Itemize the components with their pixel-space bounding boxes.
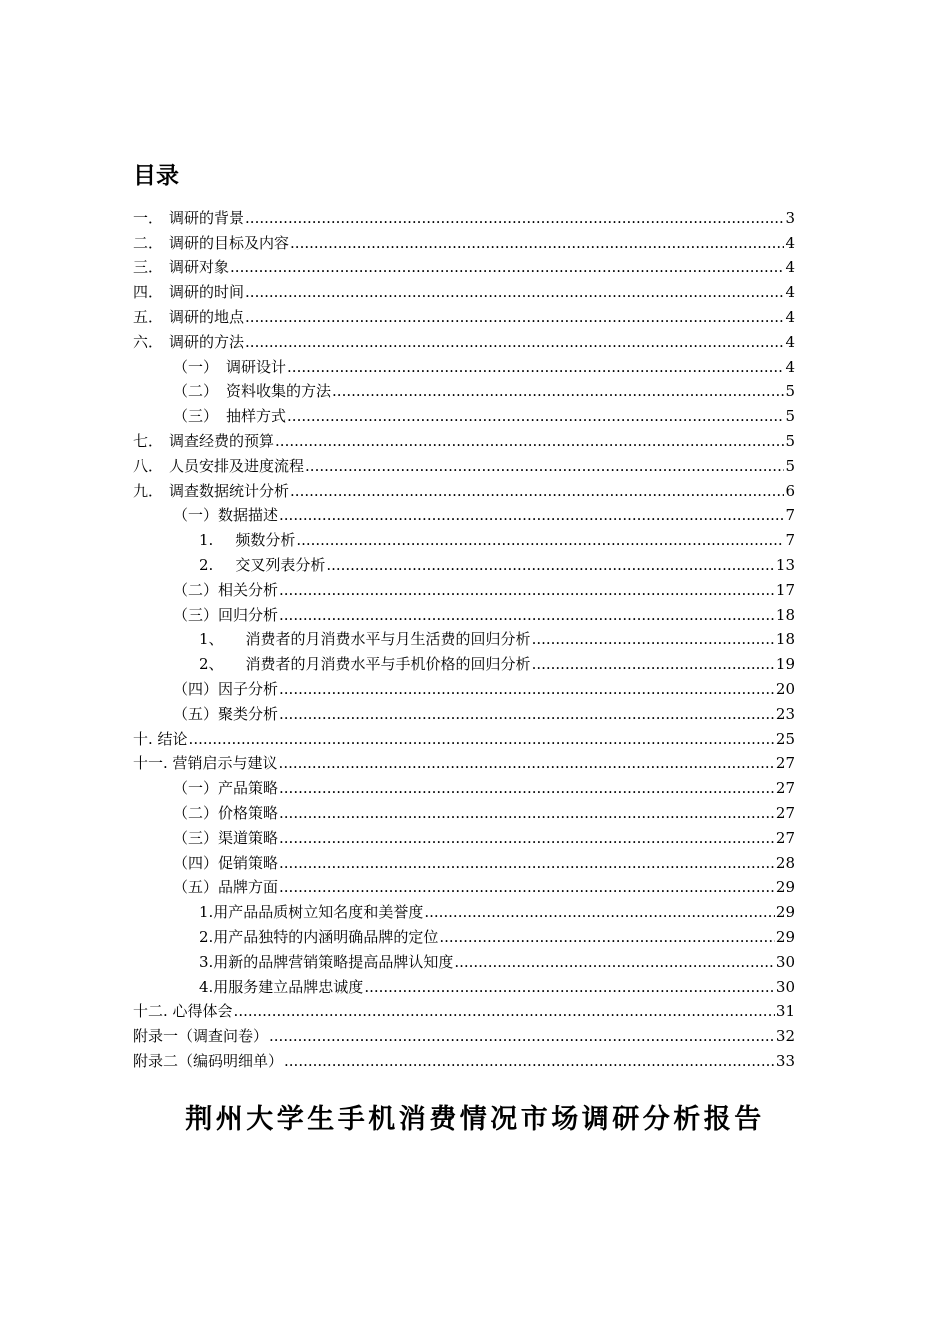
toc-entry[interactable] xyxy=(133,1020,795,1045)
toc-dot-leader xyxy=(279,680,775,698)
toc-entry[interactable] xyxy=(133,599,795,624)
toc-entry-page: 17 xyxy=(775,580,795,599)
toc-entry-number: （二） xyxy=(173,382,219,401)
toc-entry[interactable] xyxy=(133,772,795,797)
toc-dot-leader xyxy=(279,829,775,847)
toc-entry[interactable] xyxy=(133,624,795,649)
toc-entry[interactable] xyxy=(133,896,795,921)
toc-dot-leader xyxy=(296,531,784,549)
toc-dot-leader xyxy=(279,878,775,896)
toc-dot-leader xyxy=(279,606,775,624)
toc-entry-page: 19 xyxy=(775,655,795,674)
toc-entry-page: 32 xyxy=(775,1027,795,1046)
toc-entry-label: 十一. 营销启示与建议 xyxy=(133,754,278,773)
toc-entry-label: 调研的时间 xyxy=(169,283,245,302)
toc-entry-page: 7 xyxy=(785,531,795,550)
toc-entry[interactable] xyxy=(133,946,795,971)
toc-entry[interactable] xyxy=(133,698,795,723)
toc-entry[interactable] xyxy=(133,227,795,252)
toc-entry-label: （五）聚类分析 xyxy=(173,704,279,723)
toc-entry[interactable] xyxy=(133,574,795,599)
toc-entry[interactable] xyxy=(133,1045,795,1070)
toc-entry-label: 十. 结论 xyxy=(133,729,188,748)
toc-dot-leader xyxy=(287,407,784,425)
toc-entry-number: 七． xyxy=(133,431,164,450)
toc-entry-number: 2. xyxy=(199,555,214,574)
toc-entry-page: 4 xyxy=(785,258,795,277)
toc-dot-leader xyxy=(245,333,784,351)
toc-dot-leader xyxy=(326,556,775,574)
toc-dot-leader xyxy=(290,234,784,252)
toc-entry[interactable] xyxy=(133,797,795,822)
toc-entry[interactable] xyxy=(133,748,795,773)
toc-dot-leader xyxy=(439,928,775,946)
toc-entry-number: 六． xyxy=(133,332,164,351)
toc-entry-page: 27 xyxy=(775,754,795,773)
toc-entry-label: 调研的目标及内容 xyxy=(169,233,290,252)
toc-entry[interactable] xyxy=(133,376,795,401)
toc-entry-label: 调研设计 xyxy=(226,357,287,376)
toc-entry[interactable] xyxy=(133,549,795,574)
toc-entry-number: 2、 xyxy=(199,655,224,674)
report-title: 荆州大学生手机消费情况市场调研分析报告 xyxy=(185,1104,765,1135)
toc-entry-page: 25 xyxy=(775,729,795,748)
toc-entry-number: 1、 xyxy=(199,630,224,649)
toc-entry-number: （一） xyxy=(173,357,219,376)
toc-entry-number: 四． xyxy=(133,283,164,302)
toc-entry[interactable] xyxy=(133,301,795,326)
toc-entry-label: 十二. 心得体会 xyxy=(133,1002,233,1021)
toc-entry-number: 三． xyxy=(133,258,164,277)
toc-dot-leader xyxy=(532,630,775,648)
toc-entry-label: （四）促销策略 xyxy=(173,853,279,872)
toc-entry-label: （四）因子分析 xyxy=(173,679,279,698)
toc-entry[interactable] xyxy=(133,351,795,376)
toc-entry-label: 调研的地点 xyxy=(169,307,245,326)
toc-dot-leader xyxy=(269,1027,775,1045)
toc-entry-page: 5 xyxy=(785,382,795,401)
toc-entry-page: 27 xyxy=(775,779,795,798)
toc-dot-leader xyxy=(234,1002,775,1020)
toc-dot-leader xyxy=(279,779,775,797)
toc-dot-leader xyxy=(532,655,775,673)
toc-entry-page: 28 xyxy=(775,853,795,872)
toc-entry-number: 五． xyxy=(133,307,164,326)
toc-dot-leader xyxy=(279,804,775,822)
toc-entry[interactable] xyxy=(133,400,795,425)
toc-entry[interactable] xyxy=(133,648,795,673)
toc-dot-leader xyxy=(279,754,775,772)
toc-dot-leader xyxy=(279,705,775,723)
toc-entry[interactable] xyxy=(133,971,795,996)
toc-entry-page: 31 xyxy=(775,1002,795,1021)
toc-entry-page: 33 xyxy=(775,1051,795,1070)
toc-dot-leader xyxy=(364,978,775,996)
toc-dot-leader xyxy=(245,308,784,326)
toc-entry-label: （二）相关分析 xyxy=(173,580,279,599)
toc-dot-leader xyxy=(245,209,784,227)
toc-dot-leader xyxy=(279,854,775,872)
toc-entry[interactable] xyxy=(133,326,795,351)
toc-entry-label: （一）数据描述 xyxy=(173,506,279,525)
toc-entry[interactable] xyxy=(133,872,795,897)
toc-entry-number: 二． xyxy=(133,233,164,252)
toc-entry-number: 1. xyxy=(199,531,214,550)
toc-entry-label: 附录一（调查问卷） xyxy=(133,1027,269,1046)
toc-dot-leader xyxy=(290,482,784,500)
toc-entry-page: 6 xyxy=(785,481,795,500)
toc-entry-page: 18 xyxy=(775,630,795,649)
toc-entry-number: 八． xyxy=(133,456,164,475)
toc-entry-number: （三） xyxy=(173,407,219,426)
toc-entry-page: 3 xyxy=(785,208,795,227)
toc-dot-leader xyxy=(287,358,784,376)
toc-entry-page: 20 xyxy=(775,679,795,698)
toc-entry-page: 18 xyxy=(775,605,795,624)
toc-entry-page: 5 xyxy=(785,407,795,426)
toc-entry-label: 交叉列表分析 xyxy=(235,555,326,574)
toc-entry-page: 4 xyxy=(785,307,795,326)
toc-entry-label: 3.用新的品牌营销策略提高品牌认知度 xyxy=(199,952,454,971)
toc-entry-label: （五）品牌方面 xyxy=(173,878,279,897)
toc-dot-leader xyxy=(305,457,784,475)
toc-entry-page: 5 xyxy=(785,456,795,475)
toc-entry[interactable] xyxy=(133,202,795,227)
toc-entry[interactable] xyxy=(133,524,795,549)
toc-entry[interactable] xyxy=(133,723,795,748)
toc-entry-label: （三）渠道策略 xyxy=(173,828,279,847)
toc-entry-page: 29 xyxy=(775,878,795,897)
toc-dot-leader xyxy=(279,581,775,599)
toc-entry-page: 4 xyxy=(785,332,795,351)
toc-entry-label: 调查数据统计分析 xyxy=(169,481,290,500)
toc-dot-leader xyxy=(279,506,784,524)
toc-entry-page: 4 xyxy=(785,233,795,252)
toc-entry-label: 4.用服务建立品牌忠诚度 xyxy=(199,977,364,996)
toc-dot-leader xyxy=(284,1052,775,1070)
toc-entry-number: 一． xyxy=(133,208,164,227)
toc-entry-page: 29 xyxy=(775,903,795,922)
toc-entry-label: 频数分析 xyxy=(235,531,296,550)
toc-entry-label: 调研的方法 xyxy=(169,332,245,351)
toc-entry-label: 调查经费的预算 xyxy=(169,431,275,450)
toc-entry-page: 30 xyxy=(775,977,795,996)
toc-entry[interactable] xyxy=(133,822,795,847)
table-of-contents xyxy=(133,202,795,1070)
toc-entry-label: （三）回归分析 xyxy=(173,605,279,624)
toc-entry[interactable] xyxy=(133,425,795,450)
toc-entry-label: 附录二（编码明细单） xyxy=(133,1051,284,1070)
toc-dot-leader xyxy=(245,283,784,301)
toc-entry-label: 抽样方式 xyxy=(226,407,287,426)
toc-entry-page: 4 xyxy=(785,283,795,302)
toc-entry-label: 消费者的月消费水平与手机价格的回归分析 xyxy=(245,655,531,674)
toc-title: 目录 xyxy=(133,163,179,189)
toc-entry-page: 30 xyxy=(775,952,795,971)
toc-entry-page: 4 xyxy=(785,357,795,376)
toc-entry-label: 1.用产品品质树立知名度和美誉度 xyxy=(199,903,424,922)
toc-entry-number: 九． xyxy=(133,481,164,500)
toc-entry[interactable] xyxy=(133,450,795,475)
toc-entry-page: 27 xyxy=(775,803,795,822)
toc-dot-leader xyxy=(189,730,775,748)
toc-entry[interactable] xyxy=(133,276,795,301)
toc-entry[interactable] xyxy=(133,252,795,277)
toc-entry[interactable] xyxy=(133,847,795,872)
toc-entry[interactable] xyxy=(133,921,795,946)
toc-dot-leader xyxy=(332,382,784,400)
toc-entry-page: 23 xyxy=(775,704,795,723)
toc-entry[interactable] xyxy=(133,475,795,500)
toc-entry-label: 人员安排及进度流程 xyxy=(169,456,305,475)
toc-entry[interactable] xyxy=(133,673,795,698)
toc-entry-label: 2.用产品独特的内涵明确品牌的定位 xyxy=(199,927,439,946)
toc-dot-leader xyxy=(454,953,775,971)
toc-entry-page: 5 xyxy=(785,431,795,450)
toc-dot-leader xyxy=(230,258,784,276)
toc-entry-label: （二）价格策略 xyxy=(173,803,279,822)
toc-entry-page: 29 xyxy=(775,927,795,946)
toc-entry-page: 27 xyxy=(775,828,795,847)
toc-entry[interactable] xyxy=(133,996,795,1021)
toc-entry-label: 调研的背景 xyxy=(169,208,245,227)
toc-entry-label: 资料收集的方法 xyxy=(226,382,332,401)
toc-dot-leader xyxy=(275,432,784,450)
toc-entry-label: 调研对象 xyxy=(169,258,230,277)
toc-entry[interactable] xyxy=(133,500,795,525)
toc-entry-label: 消费者的月消费水平与月生活费的回归分析 xyxy=(245,630,531,649)
toc-entry-label: （一）产品策略 xyxy=(173,779,279,798)
toc-entry-page: 7 xyxy=(785,506,795,525)
toc-entry-page: 13 xyxy=(775,555,795,574)
toc-dot-leader xyxy=(424,903,775,921)
